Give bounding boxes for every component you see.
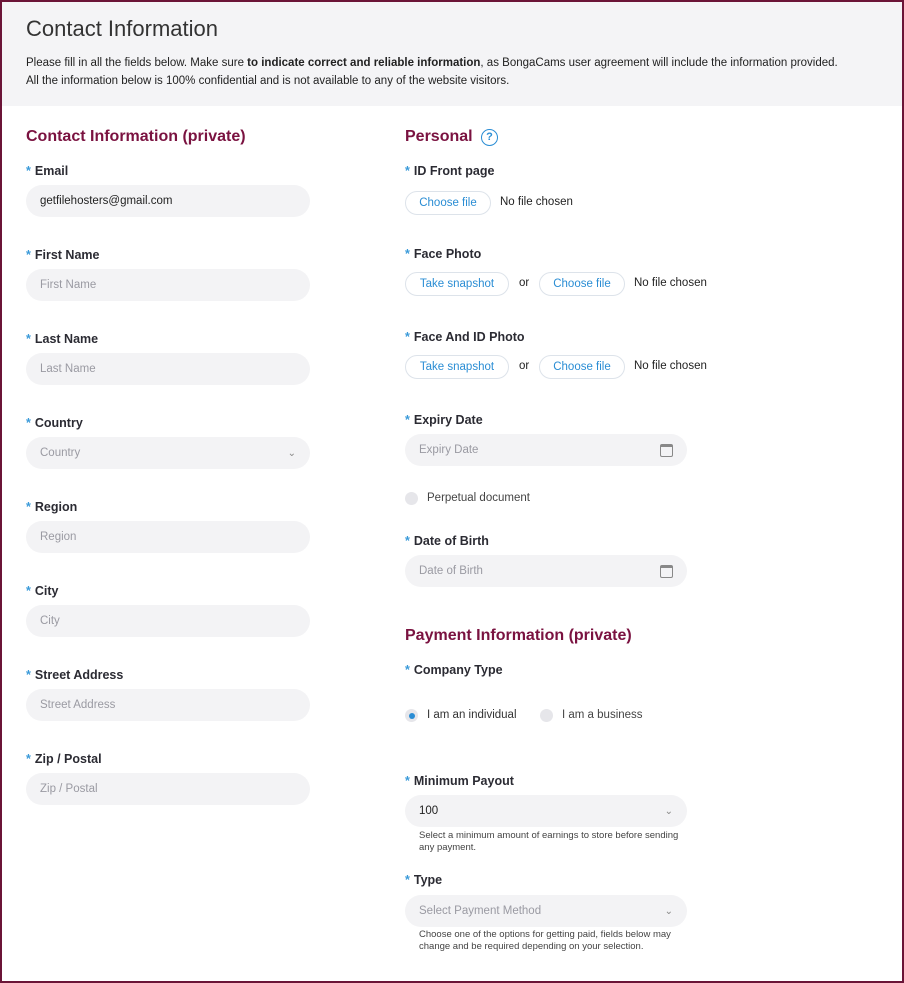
min-payout-help: Select a minimum amount of earnings to store before sending any payment. bbox=[419, 830, 679, 853]
input-text: Region bbox=[40, 531, 77, 543]
expiry-date-input[interactable]: Expiry Date bbox=[405, 434, 687, 466]
required-mark: * bbox=[26, 500, 31, 514]
help-icon[interactable]: ? bbox=[481, 129, 498, 146]
input-text: Street Address bbox=[40, 699, 116, 711]
face-id-snapshot-button[interactable]: Take snapshot bbox=[405, 355, 509, 379]
id-front-file-status: No file chosen bbox=[500, 196, 573, 208]
min-payout-select[interactable]: 100 ⌄ bbox=[405, 795, 687, 827]
individual-label: I am an individual bbox=[427, 709, 517, 721]
input-text: First Name bbox=[40, 279, 97, 291]
face-id-choose-file-button[interactable]: Choose file bbox=[539, 355, 625, 379]
payment-type-select[interactable]: Select Payment Method ⌄ bbox=[405, 895, 687, 927]
min-payout-label: * Minimum Payout bbox=[405, 774, 514, 788]
label-text: Zip / Postal bbox=[34, 752, 102, 766]
input-text: City bbox=[40, 615, 60, 627]
face-photo-snapshot-button[interactable]: Take snapshot bbox=[405, 272, 509, 296]
required-mark: * bbox=[26, 332, 31, 346]
expiry-date-label: * Expiry Date bbox=[405, 413, 483, 427]
chevron-down-icon: ⌄ bbox=[664, 805, 673, 817]
payment-heading: Payment Information (private) bbox=[405, 627, 632, 644]
face-photo-file-status: No file chosen bbox=[634, 277, 707, 289]
label-text: Region bbox=[34, 500, 78, 514]
label-text: Email bbox=[34, 164, 69, 178]
label-text: First Name bbox=[34, 248, 100, 262]
business-label: I am a business bbox=[562, 709, 643, 721]
input-text: Country bbox=[40, 447, 81, 459]
face-id-label: * Face And ID Photo bbox=[405, 330, 525, 344]
or-text: or bbox=[519, 277, 530, 289]
label-text: City bbox=[34, 584, 59, 598]
face-photo-choose-file-button[interactable]: Choose file bbox=[539, 272, 625, 296]
label-text: Country bbox=[34, 416, 83, 430]
intro-text: Please fill in all the fields below. Make sure to indicate correct and reliable information, as BongaCams user agreement will include the information provided. All the information below is 100% confidential and is not available to any of the website visitors. bbox=[26, 57, 838, 87]
required-mark: * bbox=[26, 416, 31, 430]
required-mark: * bbox=[26, 248, 31, 262]
dob-input[interactable]: Date of Birth bbox=[405, 555, 687, 587]
required-mark: * bbox=[26, 164, 31, 178]
type-label: * Type bbox=[405, 873, 443, 887]
company-type-label: * Company Type bbox=[405, 663, 503, 677]
input-text: getfilehosters@gmail.com bbox=[40, 195, 173, 207]
or-text: or bbox=[519, 360, 530, 372]
contact-heading: Contact Information (private) bbox=[26, 128, 246, 145]
face-id-file-status: No file chosen bbox=[634, 360, 707, 372]
label-text: Street Address bbox=[34, 668, 124, 682]
input-text: Last Name bbox=[40, 363, 96, 375]
dob-label: * Date of Birth bbox=[405, 534, 489, 548]
required-mark: * bbox=[26, 584, 31, 598]
id-front-choose-file-button[interactable]: Choose file bbox=[405, 191, 491, 215]
id-front-label: * ID Front page bbox=[405, 164, 495, 178]
face-photo-label: * Face Photo bbox=[405, 247, 482, 261]
chevron-down-icon: ⌄ bbox=[664, 905, 673, 917]
payment-type-help: Choose one of the options for getting paid, fields below may change and be required depending on your selection. bbox=[419, 929, 671, 952]
required-mark: * bbox=[26, 668, 31, 682]
perpetual-document-label: Perpetual document bbox=[427, 492, 530, 504]
required-mark: * bbox=[26, 752, 31, 766]
page-title: Contact Information bbox=[26, 16, 218, 41]
input-text: Zip / Postal bbox=[40, 783, 98, 795]
chevron-down-icon: ⌄ bbox=[287, 447, 296, 459]
personal-heading: Personal bbox=[405, 128, 473, 145]
label-text: Last Name bbox=[34, 332, 99, 346]
